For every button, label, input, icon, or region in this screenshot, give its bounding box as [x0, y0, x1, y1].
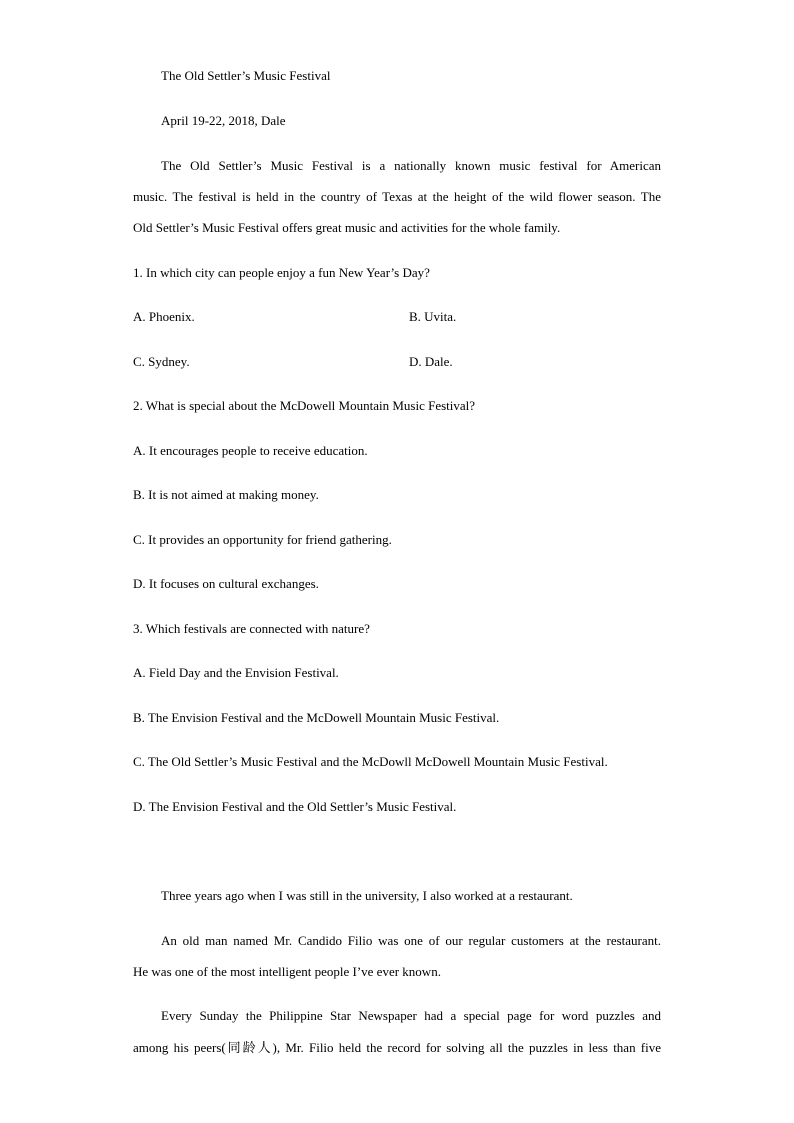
question-stem: 1. In which city can people enjoy a fun New Year’s Day? — [133, 265, 430, 280]
paragraph-line: Old Settler’s Music Festival offers great music and activities for the whole family. — [133, 220, 561, 235]
answer-option: B. It is not aimed at making money. — [133, 487, 319, 502]
answer-option: C. Sydney. — [133, 354, 190, 369]
paragraph-line: Every Sunday the Philippine Star Newspaper had a special page for word puzzles and — [161, 1008, 661, 1023]
paragraph-line: The Old Settler’s Music Festival is a nationally known music festival for American — [161, 158, 661, 173]
answer-option: B. Uvita. — [409, 309, 457, 324]
answer-option: C. The Old Settler’s Music Festival and the McDowll McDowell Mountain Music Festival. — [133, 754, 608, 769]
paragraph-line: He was one of the most intelligent people I’ve ever known. — [133, 964, 441, 979]
passage-date-place: April 19-22, 2018, Dale — [161, 113, 286, 128]
answer-option: D. It focuses on cultural exchanges. — [133, 576, 319, 591]
paragraph-line: An old man named Mr. Candido Filio was one of our regular customers at the restaurant. — [161, 933, 661, 948]
paragraph-line: Three years ago when I was still in the university, I also worked at a restaurant. — [161, 888, 573, 903]
question-stem: 3. Which festivals are connected with nature? — [133, 621, 370, 636]
paragraph-line: music. The festival is held in the country of Texas at the height of the wild flower season. The — [133, 189, 661, 204]
paragraph-line: among his peers(同龄人), Mr. Filio held the record for solving all the puzzles in less than five — [133, 1040, 661, 1055]
answer-option: D. The Envision Festival and the Old Settler’s Music Festival. — [133, 799, 457, 814]
answer-option: B. The Envision Festival and the McDowell Mountain Music Festival. — [133, 710, 500, 725]
answer-option: A. Field Day and the Envision Festival. — [133, 665, 339, 680]
answer-option: C. It provides an opportunity for friend gathering. — [133, 532, 392, 547]
answer-option: A. Phoenix. — [133, 309, 195, 324]
answer-option: D. Dale. — [409, 354, 453, 369]
passage-title: The Old Settler’s Music Festival — [161, 68, 331, 83]
question-stem: 2. What is special about the McDowell Mountain Music Festival? — [133, 398, 476, 413]
answer-option: A. It encourages people to receive education. — [133, 443, 368, 458]
